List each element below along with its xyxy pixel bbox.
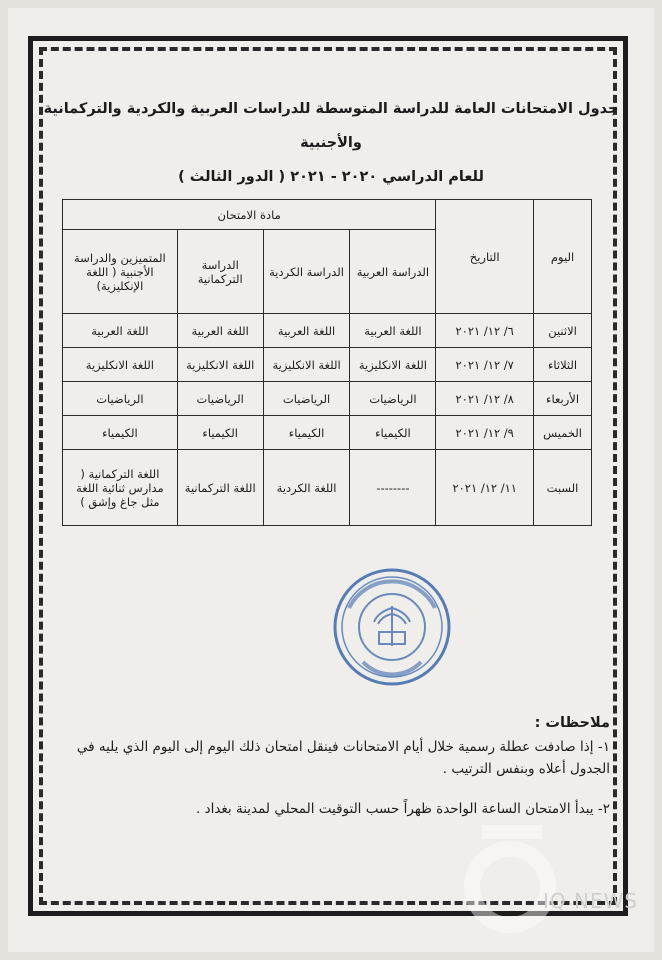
- table-row: [63, 450, 592, 526]
- notes-title: ملاحظات :: [534, 715, 610, 731]
- subject-cell: الرياضيات: [177, 382, 263, 416]
- day-cell: الأربعاء: [534, 382, 592, 416]
- subject-cell: الكيمياء: [350, 416, 436, 450]
- table-row: [63, 416, 592, 450]
- date-cell: ٦/ ١٢/ ٢٠٢١: [436, 314, 534, 348]
- day-cell: السبت: [534, 450, 592, 526]
- table-row: [63, 382, 592, 416]
- subject-cell: اللغة الانكليزية: [177, 348, 263, 382]
- exam-schedule-table: [62, 199, 592, 526]
- official-seal: [331, 566, 453, 688]
- day-cell: الثلاثاء: [534, 348, 592, 382]
- subject-cell: اللغة العربية: [263, 314, 350, 348]
- table-row: [63, 348, 592, 382]
- subject-cell: اللغة العربية: [63, 314, 178, 348]
- subject-cell: اللغة التركمانية: [177, 450, 263, 526]
- day-header: اليوم: [534, 200, 592, 314]
- stream-header: المتميزين والدراسة الأجنبية ( اللغة الإنكليزية): [63, 230, 178, 314]
- title-line-1: جدول الامتحانات العامة للدراسة المتوسطة للدراسات العربية والكردية والتركمانية والأجنبية: [43, 101, 619, 151]
- document-title: [40, 92, 622, 194]
- subject-cell: اللغة العربية: [350, 314, 436, 348]
- subject-cell: اللغة الانكليزية: [63, 348, 178, 382]
- date-cell: ٨/ ١٢/ ٢٠٢١: [436, 382, 534, 416]
- date-cell: ١١/ ١٢/ ٢٠٢١: [436, 450, 534, 526]
- note-item: ١- إذا صادفت عطلة رسمية خلال أيام الامتحانات فينقل امتحان ذلك اليوم إلى اليوم الذي يليه في الجدول أعلاه وبنفس الترتيب .: [76, 739, 610, 777]
- subject-cell: الرياضيات: [263, 382, 350, 416]
- date-cell: ٩/ ١٢/ ٢٠٢١: [436, 416, 534, 450]
- watermark-logo: [440, 805, 620, 955]
- date-header: التاريخ: [436, 200, 534, 314]
- date-cell: ٧/ ١٢/ ٢٠٢١: [436, 348, 534, 382]
- subject-cell: اللغة التركمانية ( مدارس ثنائية اللغة مثل جاغ وإشق ): [63, 450, 178, 526]
- subject-cell: الكيمياء: [177, 416, 263, 450]
- note-item: ٢- يبدأ الامتحان الساعة الواحدة ظهراً حسب التوقيت المحلي لمدينة بغداد .: [195, 801, 610, 817]
- stream-header: الدراسة الكردية: [263, 230, 350, 314]
- subject-cell: الكيمياء: [63, 416, 178, 450]
- watermark-text: IQ NEWS: [543, 889, 639, 913]
- table-row: [63, 314, 592, 348]
- title-line-2: للعام الدراسي ٢٠٢٠ - ٢٠٢١ ( الدور الثالث ): [178, 169, 484, 185]
- day-cell: الاثنين: [534, 314, 592, 348]
- subject-cell: اللغة العربية: [177, 314, 263, 348]
- subject-header: مادة الامتحان: [63, 200, 436, 230]
- stream-header: الدراسة العربية: [350, 230, 436, 314]
- subject-cell: الكيمياء: [263, 416, 350, 450]
- subject-cell: اللغة الانكليزية: [350, 348, 436, 382]
- subject-cell: اللغة الكردية: [263, 450, 350, 526]
- subject-cell: اللغة الانكليزية: [263, 348, 350, 382]
- day-cell: الخميس: [534, 416, 592, 450]
- subject-cell: --------: [350, 450, 436, 526]
- subject-cell: الرياضيات: [350, 382, 436, 416]
- stream-header: الدراسة التركمانية: [177, 230, 263, 314]
- subject-cell: الرياضيات: [63, 382, 178, 416]
